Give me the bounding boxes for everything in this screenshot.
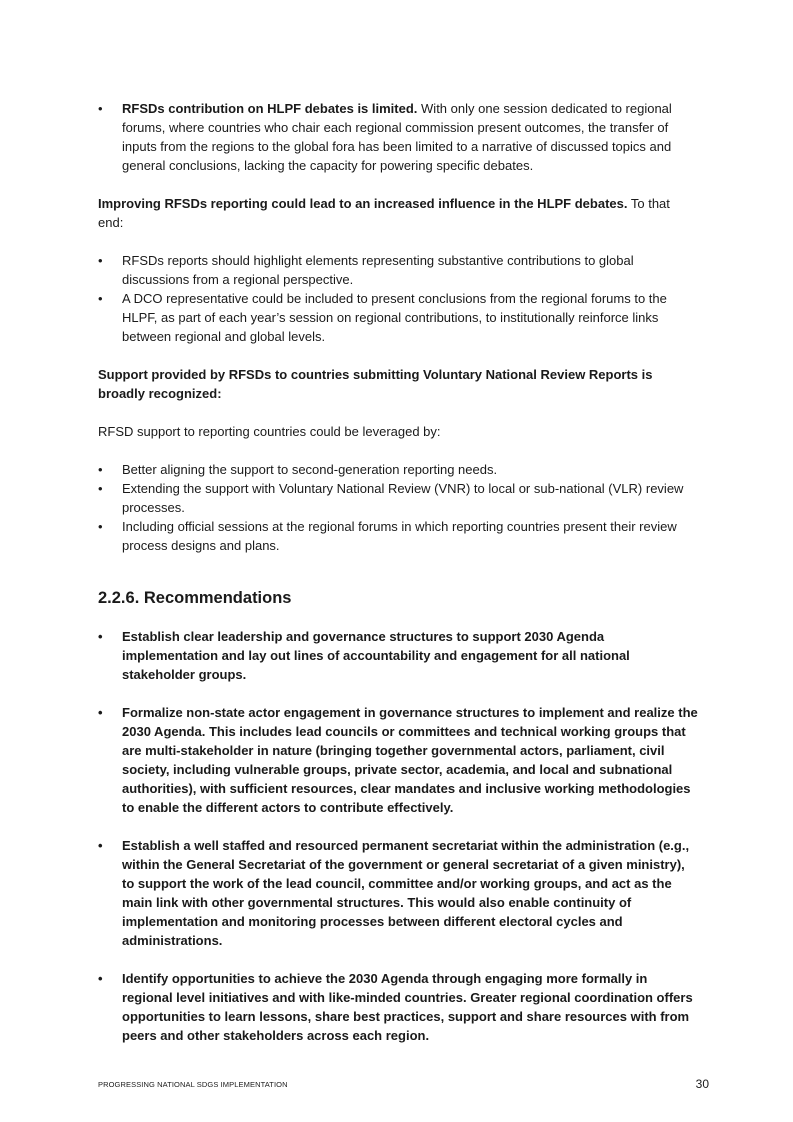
list-item: • Extending the support with Voluntary National Review (VNR) to local or sub-national (VLR) review processes. xyxy=(98,479,698,517)
list-item xyxy=(98,99,698,175)
list-item: • A DCO representative could be included to present conclusions from the regional forums to the HLPF, as part of each year’s session on regional contributions, to institutionally reinforce links between regional and global levels. xyxy=(98,289,698,346)
page-number: 30 xyxy=(695,1077,709,1091)
paragraph-text: To that end: xyxy=(98,196,670,230)
support-intro: RFSD support to reporting countries could be leveraged by: xyxy=(98,424,441,439)
recommendation-item: • Formalize non-state actor engagement in governance structures to implement and realize the 2030 Agenda. This includes lead councils or committees and technical working groups that are multi-stakeholder in nature (bringing together governmental actors, parliament, civil society, including vulnerable groups, private sector, academia, and local and subnational authorities), with sufficient resources, clear mandates and inclusive working methodologies to enable the different actors to contribute effectively. xyxy=(98,703,698,817)
footer-title: PROGRESSING NATIONAL SDGS IMPLEMENTATION xyxy=(98,1080,288,1089)
improving-reporting-paragraph xyxy=(98,194,698,232)
list-item: • Including official sessions at the regional forums in which reporting countries present their review process designs and plans. xyxy=(98,517,698,555)
page-content xyxy=(98,99,698,1045)
recommendation-item: • Identify opportunities to achieve the 2030 Agenda through engaging more formally in regional level initiatives and with like-minded countries. Greater regional coordination offers opportunities to learn lessons, share best practices, support and share resources with from peers and other stakeholders across each region. xyxy=(98,969,698,1045)
recommendations-list xyxy=(98,627,698,1045)
list-item: • Better aligning the support to second-generation reporting needs. xyxy=(98,460,698,479)
support-heading: Support provided by RFSDs to countries submitting Voluntary National Review Reports is broadly recognized: xyxy=(98,367,653,401)
bullet-lead: RFSDs contribution on HLPF debates is limited. xyxy=(122,101,418,116)
support-list xyxy=(98,460,698,555)
bullet-text: With only one session dedicated to regional forums, where countries who chair each regional commission present outcomes, the transfer of inputs from the regions to the global fora has been limited to a narrative of discussed topics and general conclusions, lacking the capacity for powering specific debates. xyxy=(122,101,672,173)
paragraph-lead: Improving RFSDs reporting could lead to an increased influence in the HLPF debates. xyxy=(98,196,628,211)
list-item: • RFSDs reports should highlight elements representing substantive contributions to global discussions from a regional perspective. xyxy=(98,251,698,289)
recommendation-item: • Establish a well staffed and resourced permanent secretariat within the administration (e.g., within the General Secretariat of the government or general secretariat of a given ministry), to support the work of the lead council, committee and/or working groups, and act as the main link with other governmental structures. This would also enable continuity of implementation and monitoring processes between different electoral cycles and administrations. xyxy=(98,836,698,950)
reporting-list xyxy=(98,251,698,346)
hlpf-limitation-list xyxy=(98,99,698,175)
recommendation-item: • Establish clear leadership and governance structures to support 2030 Agenda implementation and lay out lines of accountability and engagement for all national stakeholder groups. xyxy=(98,627,698,684)
recommendations-heading: 2.2.6. Recommendations xyxy=(98,589,292,607)
